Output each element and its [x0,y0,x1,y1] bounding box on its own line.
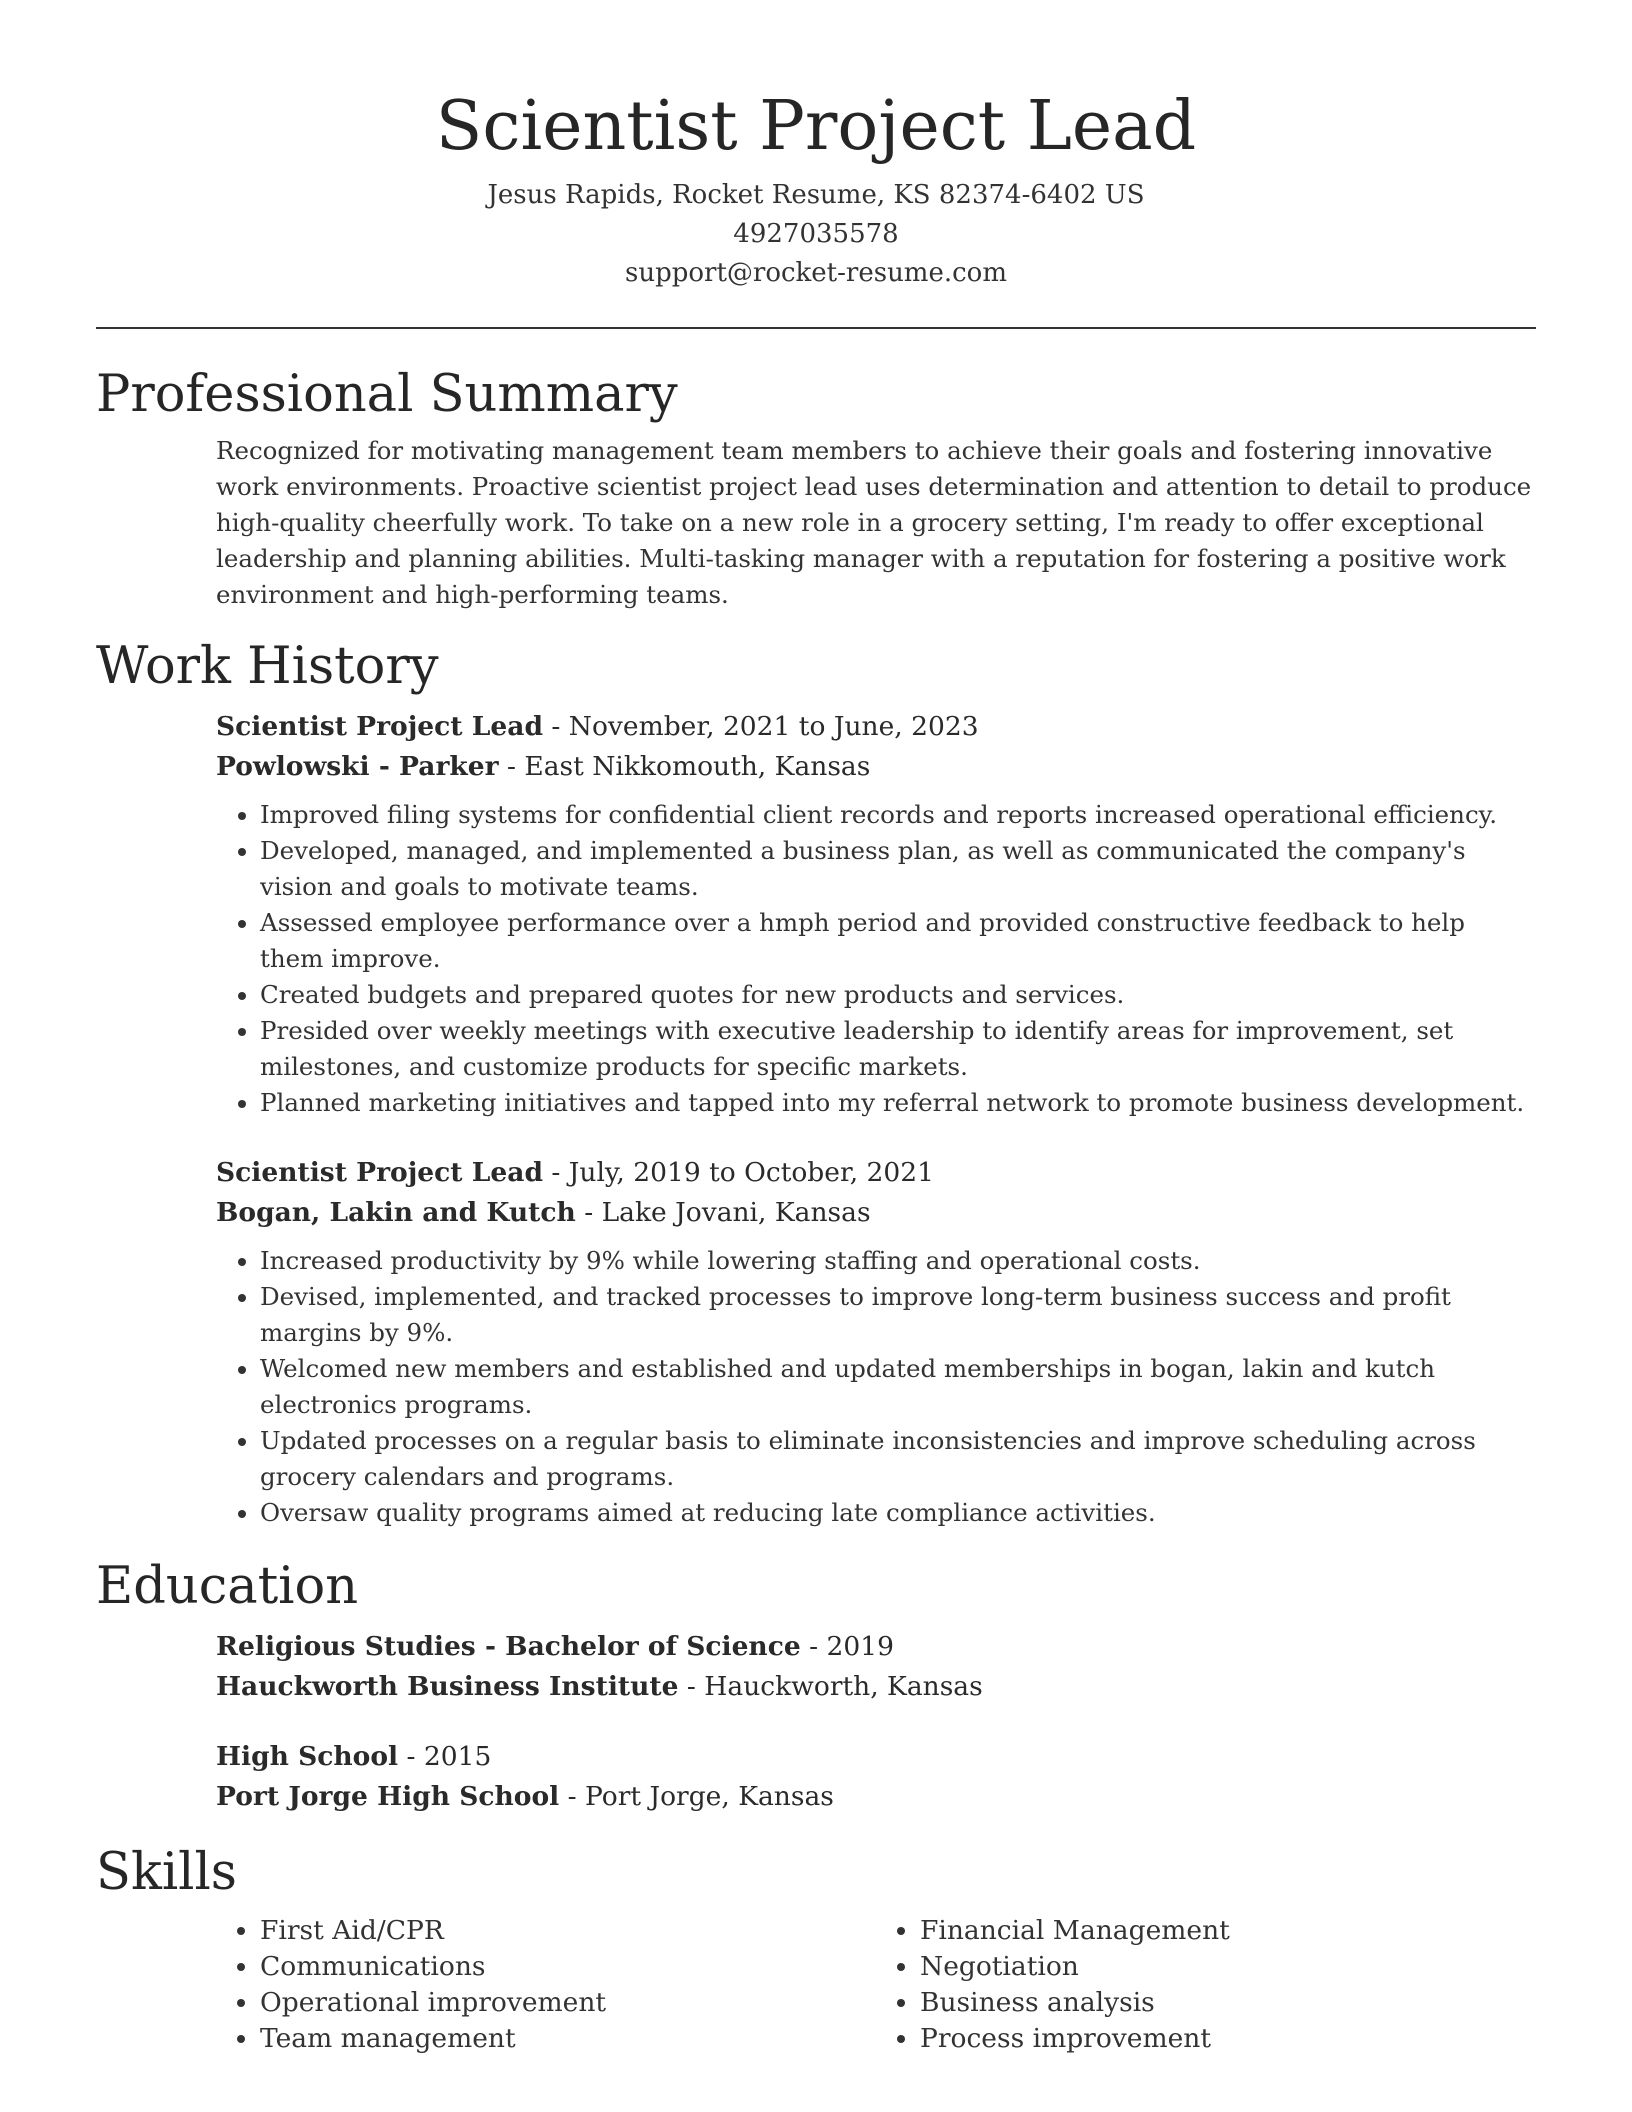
skill-item: • Business analysis [920,1985,1536,2021]
job-bullet: • Assessed employee performance over a hmph period and provided constructive feedback to help them improve. [260,905,1536,977]
education-degree: Religious Studies - Bachelor of Science [216,1631,801,1662]
job-company-line [216,1193,1536,1233]
job-dates: - November, 2021 to June, 2023 [542,711,979,742]
section-title-summary: Professional Summary [96,365,678,424]
education-degree-line [216,1627,1536,1667]
job-bullet: • Planned marketing initiatives and tapped into my referral network to promote business development. [260,1085,1536,1121]
resume-header [96,0,1536,293]
education-year: - 2015 [398,1741,492,1772]
job-entry [216,707,1536,1121]
summary-text: Recognized for motivating management team members to achieve their goals and fostering innovative work environments. Proactive scientist project lead uses determination and attention to detail to produce high-quality cheerfully work. To take on a new role in a grocery setting, I'm ready to offer exceptional leadership and planning abilities. Multi-tasking manager with a reputation for fostering a positive work environment and high-performing teams. [216,436,1532,609]
job-title: Scientist Project Lead [216,1157,543,1188]
skills-list-right [876,1913,1536,2057]
education-school: Port Jorge High School [216,1781,560,1812]
education-school-line [216,1777,1536,1817]
skill-item: • Process improvement [920,2021,1536,2057]
skills-section [96,1841,1536,2057]
work-history-section [96,635,1536,1531]
skill-item: • First Aid/CPR [260,1913,876,1949]
job-bullet: • Oversaw quality programs aimed at reducing late compliance activities. [260,1495,1536,1531]
skill-item: • Operational improvement [260,1985,876,2021]
header-divider [96,327,1536,329]
resume-page [96,0,1536,2057]
section-title-work: Work History [96,637,439,696]
education-degree: High School [216,1741,399,1772]
job-bullet: • Created budgets and prepared quotes for new products and services. [260,977,1536,1013]
skill-item: • Team management [260,2021,876,2057]
job-bullet: • Increased productivity by 9% while lowering staffing and operational costs. [260,1243,1536,1279]
job-title-line [216,707,1536,747]
job-bullet: • Improved filing systems for confidential client records and reports increased operational efficiency. [260,797,1536,833]
skill-item: • Financial Management [920,1913,1536,1949]
professional-summary-section [96,363,1536,613]
job-dates: - July, 2019 to October, 2021 [542,1157,934,1188]
job-entry [216,1153,1536,1531]
education-school-line [216,1667,1536,1707]
education-location: - Port Jorge, Kansas [559,1781,834,1812]
skills-list-left [216,1913,876,2057]
education-entry [216,1627,1536,1707]
skill-item: • Negotiation [920,1949,1536,1985]
contact-email: support@rocket-resume.com [624,258,1007,288]
job-company: Powlowski - Parker [216,751,499,782]
education-school: Hauckworth Business Institute [216,1671,679,1702]
job-bullet: • Presided over weekly meetings with executive leadership to identify areas for improvement, set milestones, and customize products for specific markets. [260,1013,1536,1085]
job-location: - Lake Jovani, Kansas [575,1197,871,1228]
contact-address: Jesus Rapids, Rocket Resume, KS 82374-6402 US [487,180,1145,210]
job-bullet: • Developed, managed, and implemented a business plan, as well as communicated the company's vision and goals to motivate teams. [260,833,1536,905]
education-section [96,1555,1536,1817]
candidate-name: Scientist Project Lead [435,87,1197,166]
skill-item: • Communications [260,1949,876,1985]
education-location: - Hauckworth, Kansas [678,1671,983,1702]
section-title-education: Education [96,1557,359,1616]
contact-phone: 4927035578 [733,219,899,249]
job-title: Scientist Project Lead [216,711,543,742]
job-location: - East Nikkomouth, Kansas [498,751,871,782]
job-bullet: • Welcomed new members and established and updated memberships in bogan, lakin and kutch electronics programs. [260,1351,1536,1423]
job-bullet: • Devised, implemented, and tracked processes to improve long-term business success and profit margins by 9%. [260,1279,1536,1351]
job-company-line [216,747,1536,787]
job-bullets [216,797,1536,1121]
education-year: - 2019 [800,1631,894,1662]
job-bullet: • Updated processes on a regular basis to eliminate inconsistencies and improve scheduling across grocery calendars and programs. [260,1423,1536,1495]
job-company: Bogan, Lakin and Kutch [216,1197,576,1228]
job-title-line [216,1153,1536,1193]
education-degree-line [216,1737,1536,1777]
education-entry [216,1737,1536,1817]
section-title-skills: Skills [96,1843,237,1902]
job-bullets [216,1243,1536,1531]
